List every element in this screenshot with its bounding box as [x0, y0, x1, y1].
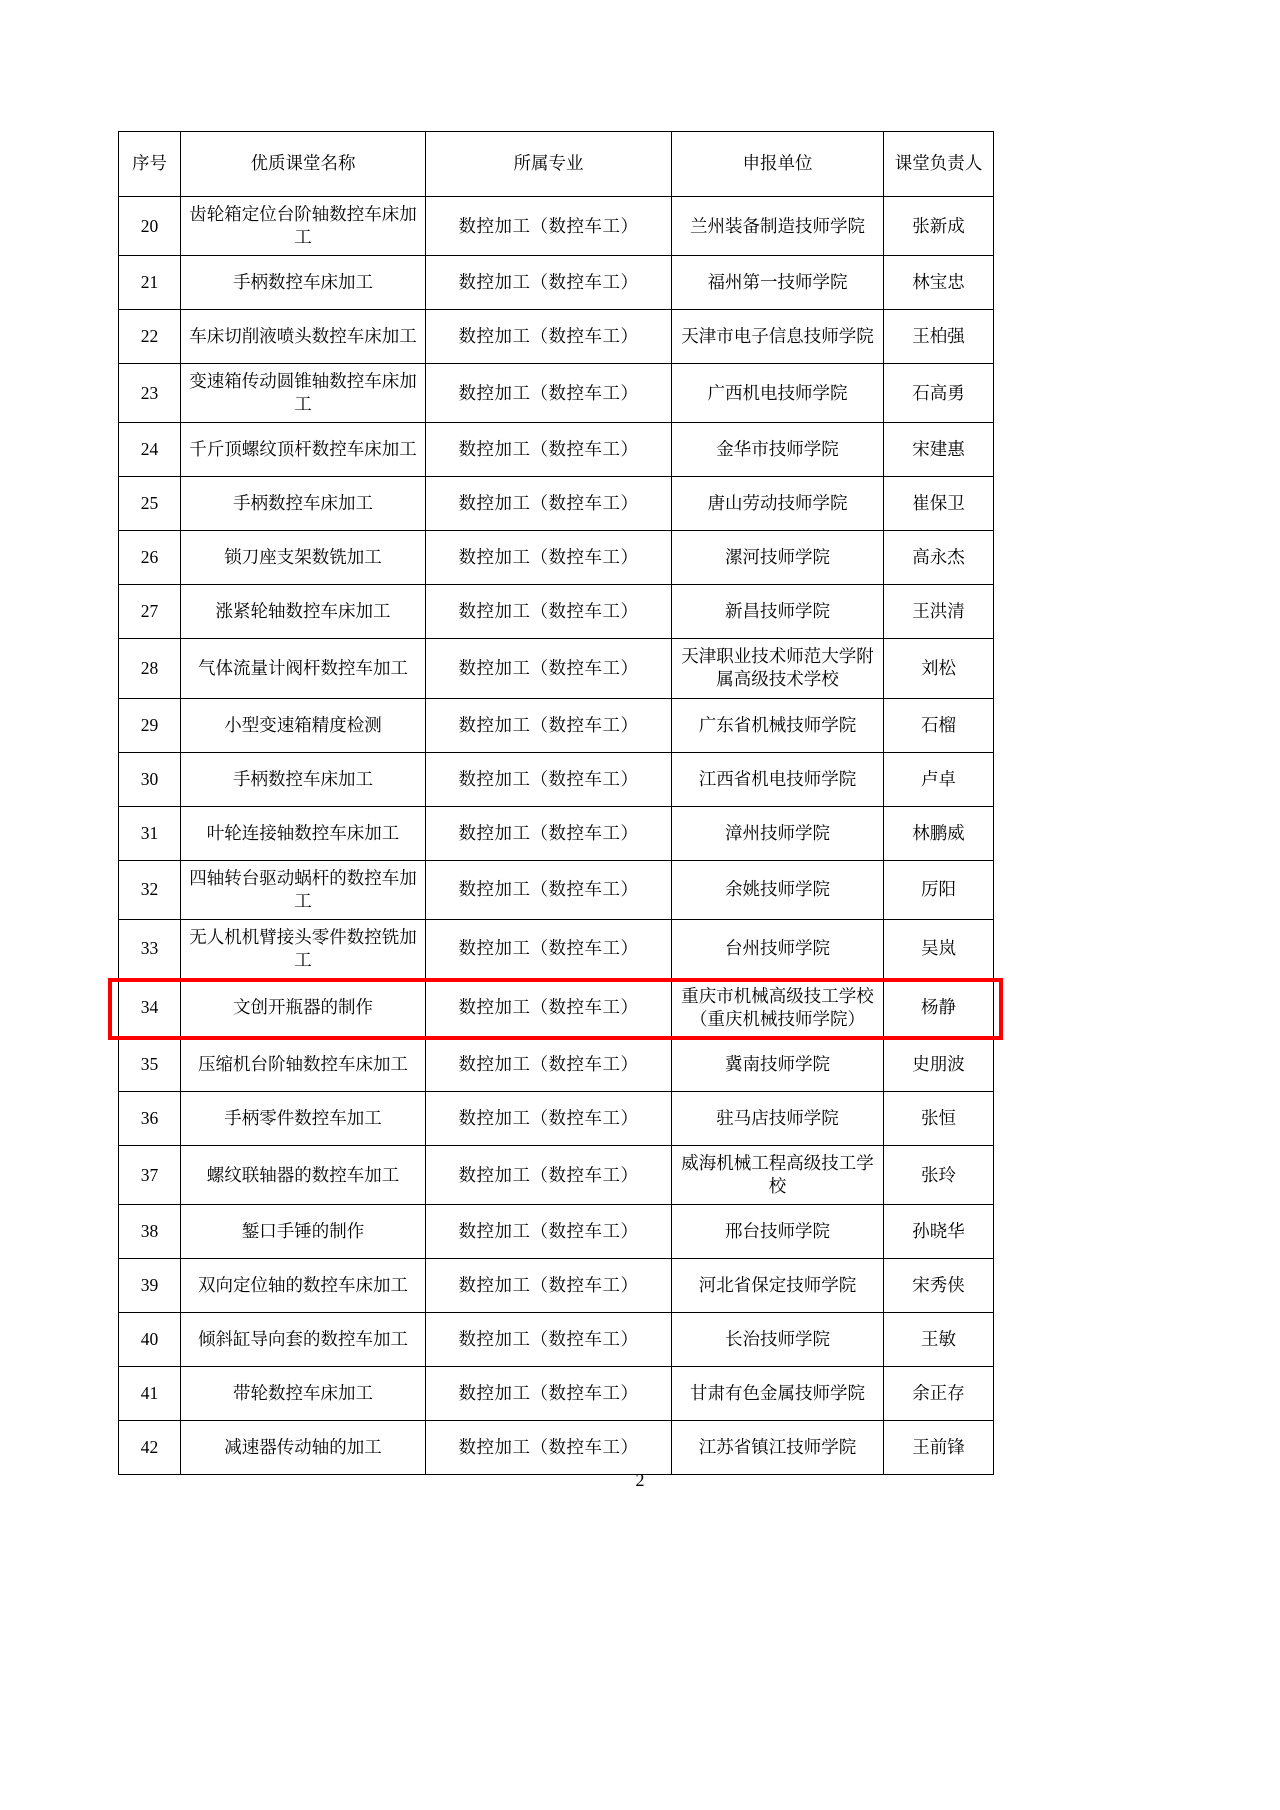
cell-person: 石高勇 — [884, 364, 994, 423]
table-row — [119, 1146, 994, 1205]
cell-unit: 长治技师学院 — [672, 1313, 884, 1367]
cell-major: 数控加工（数控车工） — [426, 639, 672, 698]
cell-course-name: 倾斜缸导向套的数控车加工 — [181, 1313, 426, 1367]
table-row — [119, 1038, 994, 1092]
table-row — [119, 639, 994, 698]
header-cell-person: 课堂负责人 — [884, 132, 994, 197]
cell-unit: 天津职业技术师范大学附属高级技术学校 — [672, 639, 884, 698]
cell-course-name: 千斤顶螺纹顶杆数控车床加工 — [181, 423, 426, 477]
cell-major: 数控加工（数控车工） — [426, 806, 672, 860]
cell-person: 高永杰 — [884, 531, 994, 585]
cell-course-name: 叶轮连接轴数控车床加工 — [181, 806, 426, 860]
cell-major: 数控加工（数控车工） — [426, 860, 672, 919]
cell-person: 卢卓 — [884, 752, 994, 806]
cell-index: 33 — [119, 919, 181, 978]
table-row — [119, 585, 994, 639]
cell-course-name: 车床切削液喷头数控车床加工 — [181, 310, 426, 364]
table-row — [119, 423, 994, 477]
cell-unit: 江苏省镇江技师学院 — [672, 1421, 884, 1475]
cell-person: 刘松 — [884, 639, 994, 698]
table-row — [119, 364, 994, 423]
header-cell-course-name: 优质课堂名称 — [181, 132, 426, 197]
cell-unit: 邢台技师学院 — [672, 1205, 884, 1259]
cell-person: 厉阳 — [884, 860, 994, 919]
cell-course-name: 带轮数控车床加工 — [181, 1367, 426, 1421]
cell-course-name: 螺纹联轴器的数控车加工 — [181, 1146, 426, 1205]
cell-unit: 重庆市机械高级技工学校（重庆机械技师学院） — [672, 978, 884, 1037]
cell-unit: 兰州装备制造技师学院 — [672, 197, 884, 256]
cell-major: 数控加工（数控车工） — [426, 423, 672, 477]
cell-unit: 河北省保定技师学院 — [672, 1259, 884, 1313]
cell-major: 数控加工（数控车工） — [426, 919, 672, 978]
cell-course-name: 无人机机臂接头零件数控铣加工 — [181, 919, 426, 978]
cell-major: 数控加工（数控车工） — [426, 197, 672, 256]
cell-person: 张玲 — [884, 1146, 994, 1205]
cell-course-name: 四轴转台驱动蜗杆的数控车加工 — [181, 860, 426, 919]
table-row — [119, 1092, 994, 1146]
cell-index: 22 — [119, 310, 181, 364]
table-row — [119, 1313, 994, 1367]
cell-person: 王洪清 — [884, 585, 994, 639]
cell-major: 数控加工（数控车工） — [426, 1367, 672, 1421]
cell-major: 数控加工（数控车工） — [426, 531, 672, 585]
cell-unit: 漯河技师学院 — [672, 531, 884, 585]
cell-index: 39 — [119, 1259, 181, 1313]
cell-person: 张新成 — [884, 197, 994, 256]
cell-course-name: 变速箱传动圆锥轴数控车床加工 — [181, 364, 426, 423]
table-row — [119, 256, 994, 310]
cell-index: 23 — [119, 364, 181, 423]
cell-course-name: 双向定位轴的数控车床加工 — [181, 1259, 426, 1313]
cell-index: 38 — [119, 1205, 181, 1259]
header-cell-major: 所属专业 — [426, 132, 672, 197]
cell-index: 25 — [119, 477, 181, 531]
cell-unit: 台州技师学院 — [672, 919, 884, 978]
cell-course-name: 减速器传动轴的加工 — [181, 1421, 426, 1475]
cell-index: 32 — [119, 860, 181, 919]
table-row — [119, 531, 994, 585]
cell-unit: 唐山劳动技师学院 — [672, 477, 884, 531]
cell-unit: 新昌技师学院 — [672, 585, 884, 639]
cell-major: 数控加工（数控车工） — [426, 1313, 672, 1367]
cell-person: 吴岚 — [884, 919, 994, 978]
table-row — [119, 197, 994, 256]
table-row — [119, 919, 994, 978]
cell-unit: 威海机械工程高级技工学校 — [672, 1146, 884, 1205]
table-row — [119, 1205, 994, 1259]
cell-major: 数控加工（数控车工） — [426, 1038, 672, 1092]
cell-unit: 天津市电子信息技师学院 — [672, 310, 884, 364]
cell-major: 数控加工（数控车工） — [426, 1205, 672, 1259]
cell-course-name: 手柄数控车床加工 — [181, 752, 426, 806]
cell-major: 数控加工（数控车工） — [426, 1259, 672, 1313]
cell-index: 27 — [119, 585, 181, 639]
cell-major: 数控加工（数控车工） — [426, 978, 672, 1037]
cell-major: 数控加工（数控车工） — [426, 752, 672, 806]
table-row — [119, 978, 994, 1037]
cell-person: 石榴 — [884, 698, 994, 752]
cell-index: 42 — [119, 1421, 181, 1475]
table-header — [119, 132, 994, 197]
page-number: 2 — [635, 1470, 645, 1490]
table-row — [119, 310, 994, 364]
table-row — [119, 1367, 994, 1421]
cell-course-name: 手柄数控车床加工 — [181, 477, 426, 531]
cell-unit: 驻马店技师学院 — [672, 1092, 884, 1146]
courses-table — [118, 131, 994, 1475]
cell-course-name: 文创开瓶器的制作 — [181, 978, 426, 1037]
cell-index: 24 — [119, 423, 181, 477]
table-row — [119, 752, 994, 806]
table-row — [119, 1259, 994, 1313]
cell-index: 21 — [119, 256, 181, 310]
cell-index: 20 — [119, 197, 181, 256]
cell-person: 王敏 — [884, 1313, 994, 1367]
cell-person: 林鹏威 — [884, 806, 994, 860]
cell-course-name: 气体流量计阀杆数控车加工 — [181, 639, 426, 698]
cell-major: 数控加工（数控车工） — [426, 1421, 672, 1475]
cell-unit: 广东省机械技师学院 — [672, 698, 884, 752]
cell-person: 王柏强 — [884, 310, 994, 364]
cell-major: 数控加工（数控车工） — [426, 585, 672, 639]
cell-index: 30 — [119, 752, 181, 806]
cell-course-name: 錾口手锤的制作 — [181, 1205, 426, 1259]
table-row — [119, 698, 994, 752]
cell-unit: 漳州技师学院 — [672, 806, 884, 860]
cell-person: 林宝忠 — [884, 256, 994, 310]
cell-index: 35 — [119, 1038, 181, 1092]
cell-unit: 甘肃有色金属技师学院 — [672, 1367, 884, 1421]
cell-person: 杨静 — [884, 978, 994, 1037]
cell-index: 36 — [119, 1092, 181, 1146]
cell-person: 孙晓华 — [884, 1205, 994, 1259]
cell-course-name: 齿轮箱定位台阶轴数控车床加工 — [181, 197, 426, 256]
cell-major: 数控加工（数控车工） — [426, 1146, 672, 1205]
table-row — [119, 860, 994, 919]
header-cell-unit: 申报单位 — [672, 132, 884, 197]
cell-index: 41 — [119, 1367, 181, 1421]
cell-person: 张恒 — [884, 1092, 994, 1146]
cell-major: 数控加工（数控车工） — [426, 310, 672, 364]
cell-major: 数控加工（数控车工） — [426, 364, 672, 423]
table-row — [119, 1421, 994, 1475]
cell-course-name: 手柄零件数控车加工 — [181, 1092, 426, 1146]
cell-major: 数控加工（数控车工） — [426, 1092, 672, 1146]
cell-major: 数控加工（数控车工） — [426, 698, 672, 752]
cell-unit: 广西机电技师学院 — [672, 364, 884, 423]
cell-person: 宋建惠 — [884, 423, 994, 477]
cell-person: 崔保卫 — [884, 477, 994, 531]
cell-course-name: 手柄数控车床加工 — [181, 256, 426, 310]
cell-unit: 江西省机电技师学院 — [672, 752, 884, 806]
cell-index: 37 — [119, 1146, 181, 1205]
cell-major: 数控加工（数控车工） — [426, 256, 672, 310]
cell-major: 数控加工（数控车工） — [426, 477, 672, 531]
cell-unit: 金华市技师学院 — [672, 423, 884, 477]
table-row — [119, 806, 994, 860]
cell-unit: 冀南技师学院 — [672, 1038, 884, 1092]
cell-index: 29 — [119, 698, 181, 752]
table-body — [119, 197, 994, 1475]
table-row — [119, 477, 994, 531]
courses-table-container — [118, 131, 993, 1475]
cell-index: 26 — [119, 531, 181, 585]
cell-index: 28 — [119, 639, 181, 698]
cell-index: 40 — [119, 1313, 181, 1367]
header-cell-index: 序号 — [119, 132, 181, 197]
cell-person: 史朋波 — [884, 1038, 994, 1092]
cell-course-name: 压缩机台阶轴数控车床加工 — [181, 1038, 426, 1092]
table-header-row — [119, 132, 994, 197]
cell-course-name: 涨紧轮轴数控车床加工 — [181, 585, 426, 639]
cell-course-name: 锁刀座支架数铣加工 — [181, 531, 426, 585]
cell-person: 宋秀侠 — [884, 1259, 994, 1313]
cell-index: 31 — [119, 806, 181, 860]
cell-person: 王前锋 — [884, 1421, 994, 1475]
cell-unit: 福州第一技师学院 — [672, 256, 884, 310]
cell-index: 34 — [119, 978, 181, 1037]
cell-course-name: 小型变速箱精度检测 — [181, 698, 426, 752]
cell-unit: 余姚技师学院 — [672, 860, 884, 919]
cell-person: 余正存 — [884, 1367, 994, 1421]
